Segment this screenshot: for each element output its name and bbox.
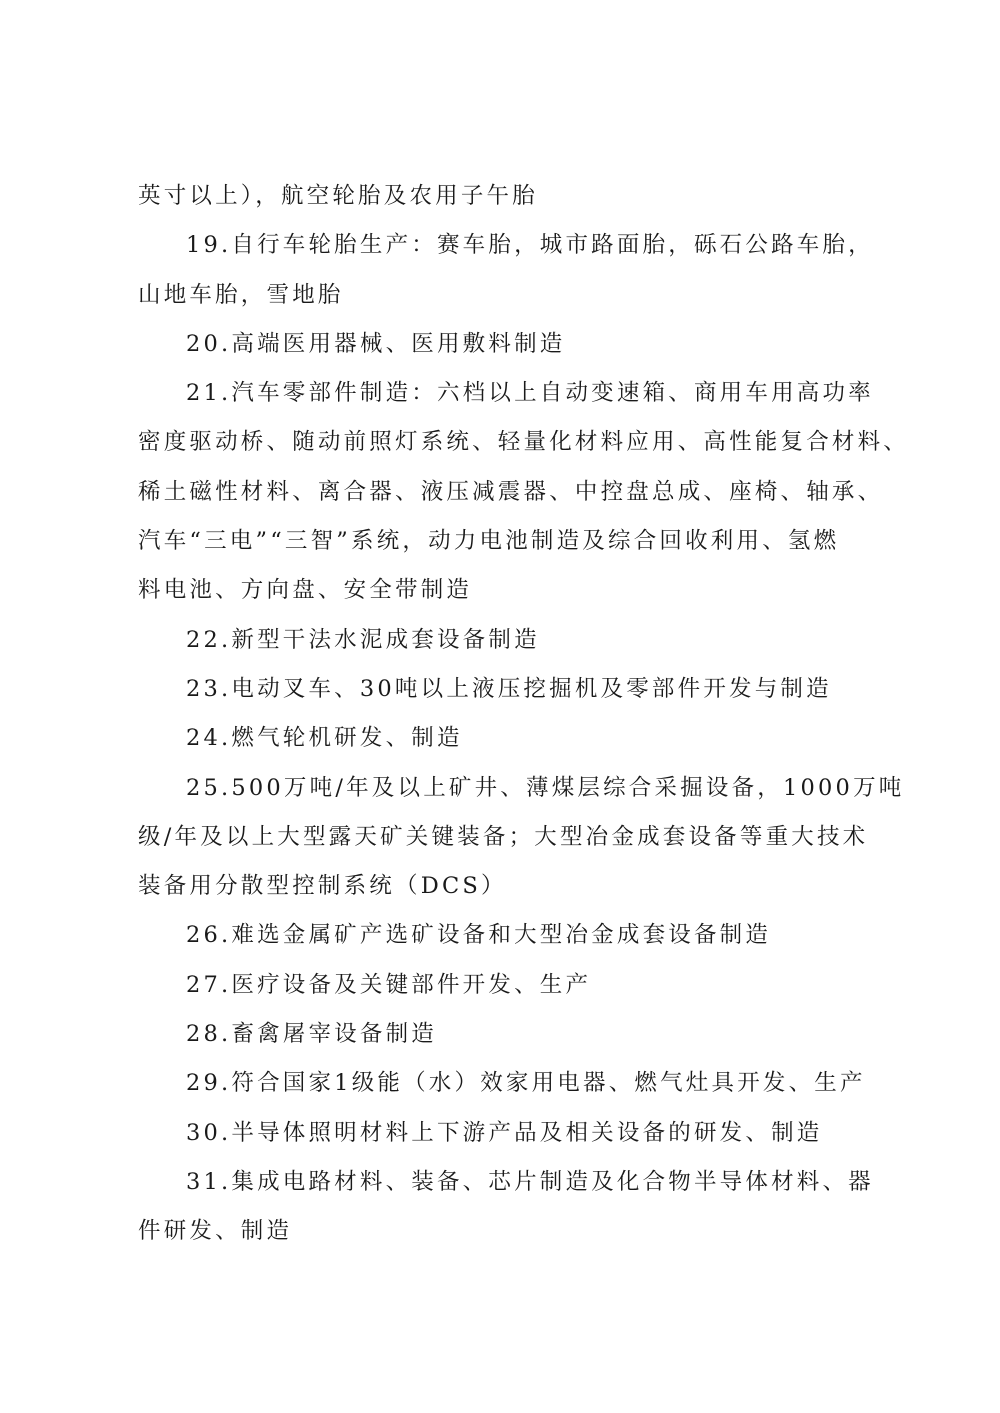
- list-item-31: [138, 1158, 874, 1257]
- text-line: 装备用分散型控制系统（DCS）: [138, 873, 507, 900]
- text-line: 28.畜禽屠宰设备制造: [186, 1021, 437, 1048]
- text-line: 26.难选金属矿产选矿设备和大型冶金成套设备制造: [186, 922, 772, 949]
- list-item-22: [138, 616, 866, 665]
- text-line: 25.500万吨/年及以上矿井、薄煤层综合采掘设备，1000万吨: [186, 774, 905, 801]
- list-item-21: [138, 369, 910, 615]
- list-item-26: [138, 911, 866, 960]
- list-item-23: [138, 665, 866, 714]
- text-line: 料电池、方向盘、安全带制造: [138, 577, 473, 604]
- text-line: 21.汽车零部件制造：六档以上自动变速箱、商用车用高功率: [186, 380, 874, 407]
- list-item-29: [138, 1059, 866, 1108]
- text-line: 27.医疗设备及关键部件开发、生产: [186, 971, 592, 998]
- list-item-27: [138, 961, 866, 1010]
- list-item-28: [138, 1010, 866, 1059]
- text-line: 稀土磁性材料、离合器、液压减震器、中控盘总成、座椅、轴承、: [138, 478, 884, 505]
- text-line: 英寸以上），航空轮胎及农用子午胎: [138, 183, 538, 209]
- list-item-30: [138, 1109, 866, 1158]
- list-item-20: [138, 320, 866, 369]
- text-line: 19.自行车轮胎生产：赛车胎，城市路面胎，砾石公路车胎，: [186, 232, 874, 259]
- text-line: 24.燃气轮机研发、制造: [186, 725, 463, 752]
- text-line: 件研发、制造: [138, 1218, 293, 1245]
- text-line: 密度驱动桥、随动前照灯系统、轻量化材料应用、高性能复合材料、: [138, 429, 910, 456]
- document-body: [138, 172, 910, 1257]
- text-line: 山地车胎，雪地胎: [138, 281, 344, 308]
- list-item-19: [138, 221, 874, 320]
- paragraph-continuation: [138, 172, 866, 221]
- text-line: 20.高端医用器械、医用敷料制造: [186, 330, 566, 357]
- text-line: 汽车“三电”“三智”系统，动力电池制造及综合回收利用、氢燃: [138, 528, 840, 555]
- text-line: 22.新型干法水泥成套设备制造: [186, 626, 540, 653]
- list-item-25: [138, 764, 905, 912]
- text-line: 29.符合国家1级能（水）效家用电器、燃气灶具开发、生产: [186, 1070, 866, 1097]
- text-line: 23.电动叉车、30吨以上液压挖掘机及零部件开发与制造: [186, 675, 832, 702]
- list-item-24: [138, 714, 866, 763]
- text-line: 31.集成电路材料、装备、芯片制造及化合物半导体材料、器: [186, 1168, 874, 1195]
- text-line: 级/年及以上大型露天矿关键装备；大型冶金成套设备等重大技术: [138, 823, 869, 850]
- text-line: 30.半导体照明材料上下游产品及相关设备的研发、制造: [186, 1119, 823, 1146]
